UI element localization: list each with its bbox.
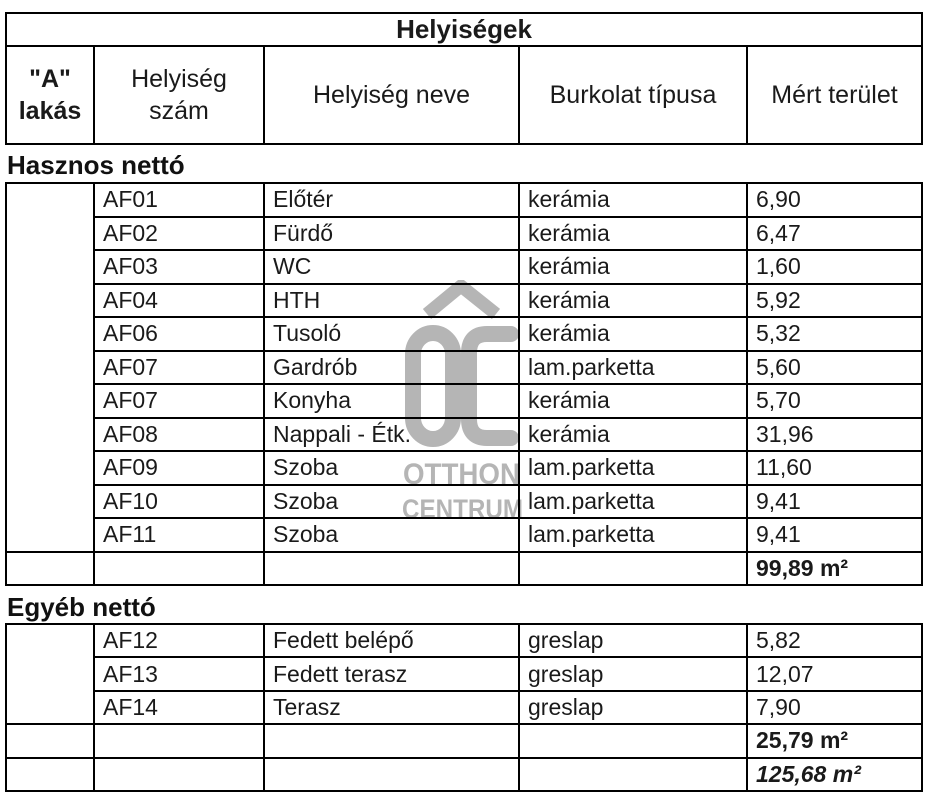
- empty-cell: [6, 552, 94, 586]
- section-total-value: 99,89 m²: [747, 552, 922, 586]
- empty-cell: [264, 552, 519, 586]
- empty-cell: [264, 724, 519, 757]
- room-number-cell: AF07: [94, 351, 264, 385]
- empty-cell: [94, 724, 264, 757]
- room-name-cell: WC: [264, 250, 519, 284]
- area-cell: 6,90: [747, 183, 922, 217]
- table-row: [6, 183, 922, 217]
- col-header-room-name: Helyiség neve: [264, 46, 519, 144]
- empty-cell: [519, 724, 747, 757]
- empty-cell: [519, 758, 747, 791]
- room-number-cell: AF13: [94, 657, 264, 690]
- section-total-value: 25,79 m²: [747, 724, 922, 757]
- room-number-cell: AF08: [94, 418, 264, 452]
- grand-total-row: [6, 758, 922, 791]
- apartment-cell: [6, 624, 94, 724]
- table-row: [6, 657, 922, 690]
- area-cell: 11,60: [747, 451, 922, 485]
- flooring-cell: lam.parketta: [519, 518, 747, 552]
- title-row: [6, 13, 922, 46]
- room-name-cell: Gardrób: [264, 351, 519, 385]
- flooring-cell: greslap: [519, 624, 747, 657]
- room-name-cell: Konyha: [264, 384, 519, 418]
- col-header-flooring: Burkolat típusa: [519, 46, 747, 144]
- room-name-cell: Fürdő: [264, 217, 519, 251]
- room-number-cell: AF03: [94, 250, 264, 284]
- area-cell: 7,90: [747, 691, 922, 724]
- room-name-cell: Szoba: [264, 451, 519, 485]
- section-total-row: [6, 724, 922, 757]
- flooring-cell: kerámia: [519, 284, 747, 318]
- col-header-area: Mért terület: [747, 46, 922, 144]
- area-cell: 9,41: [747, 518, 922, 552]
- apartment-cell: [6, 183, 94, 552]
- room-name-cell: HTH: [264, 284, 519, 318]
- egyeb-netto-table: [5, 623, 923, 792]
- room-number-cell: AF10: [94, 485, 264, 519]
- col-header-room-number: Helyiség szám: [94, 46, 264, 144]
- section-total-row: [6, 552, 922, 586]
- table-row: [6, 518, 922, 552]
- table-row: [6, 691, 922, 724]
- room-number-cell: AF12: [94, 624, 264, 657]
- table-row: [6, 250, 922, 284]
- room-number-cell: AF07: [94, 384, 264, 418]
- flooring-cell: kerámia: [519, 384, 747, 418]
- table-row: [6, 284, 922, 318]
- area-cell: 9,41: [747, 485, 922, 519]
- room-name-cell: Tusoló: [264, 317, 519, 351]
- table-row: [6, 317, 922, 351]
- room-name-cell: Nappali - Étk.: [264, 418, 519, 452]
- room-number-cell: AF14: [94, 691, 264, 724]
- flooring-cell: kerámia: [519, 317, 747, 351]
- empty-cell: [519, 552, 747, 586]
- room-number-cell: AF11: [94, 518, 264, 552]
- header-table: [5, 12, 923, 145]
- area-cell: 5,70: [747, 384, 922, 418]
- flooring-cell: kerámia: [519, 183, 747, 217]
- area-cell: 5,32: [747, 317, 922, 351]
- flooring-cell: greslap: [519, 691, 747, 724]
- area-cell: 31,96: [747, 418, 922, 452]
- room-name-cell: Fedett belépő: [264, 624, 519, 657]
- flooring-cell: kerámia: [519, 217, 747, 251]
- area-cell: 5,82: [747, 624, 922, 657]
- section-heading-egyeb-netto: Egyéb nettó: [7, 592, 156, 622]
- grand-total-value: 125,68 m²: [747, 758, 922, 791]
- area-cell: 5,92: [747, 284, 922, 318]
- flooring-cell: kerámia: [519, 250, 747, 284]
- col-header-apartment: "A" lakás: [6, 46, 94, 144]
- flooring-cell: greslap: [519, 657, 747, 690]
- room-number-cell: AF06: [94, 317, 264, 351]
- room-name-cell: Fedett terasz: [264, 657, 519, 690]
- section-heading-hasznos-netto: Hasznos nettó: [7, 150, 185, 180]
- table-row: [6, 217, 922, 251]
- empty-cell: [6, 758, 94, 791]
- empty-cell: [94, 758, 264, 791]
- watermark-line1: OTTHON: [403, 458, 520, 491]
- room-name-cell: Előtér: [264, 183, 519, 217]
- flooring-cell: lam.parketta: [519, 351, 747, 385]
- room-name-cell: Szoba: [264, 485, 519, 519]
- table-row: [6, 485, 922, 519]
- room-number-cell: AF04: [94, 284, 264, 318]
- table-row: [6, 384, 922, 418]
- room-number-cell: AF09: [94, 451, 264, 485]
- hasznos-netto-table: [5, 182, 923, 586]
- column-header-row: [6, 46, 922, 144]
- flooring-cell: lam.parketta: [519, 485, 747, 519]
- watermark-line2: CENTRUM: [402, 494, 523, 524]
- table-row: [6, 418, 922, 452]
- room-name-cell: Terasz: [264, 691, 519, 724]
- page-title: Helyiségek: [6, 13, 922, 46]
- flooring-cell: kerámia: [519, 418, 747, 452]
- area-cell: 1,60: [747, 250, 922, 284]
- area-cell: 5,60: [747, 351, 922, 385]
- empty-cell: [264, 758, 519, 791]
- empty-cell: [6, 724, 94, 757]
- area-cell: 6,47: [747, 217, 922, 251]
- flooring-cell: lam.parketta: [519, 451, 747, 485]
- table-row: [6, 351, 922, 385]
- room-number-cell: AF01: [94, 183, 264, 217]
- empty-cell: [94, 552, 264, 586]
- room-name-cell: Szoba: [264, 518, 519, 552]
- area-cell: 12,07: [747, 657, 922, 690]
- table-row: [6, 624, 922, 657]
- table-row: [6, 451, 922, 485]
- room-number-cell: AF02: [94, 217, 264, 251]
